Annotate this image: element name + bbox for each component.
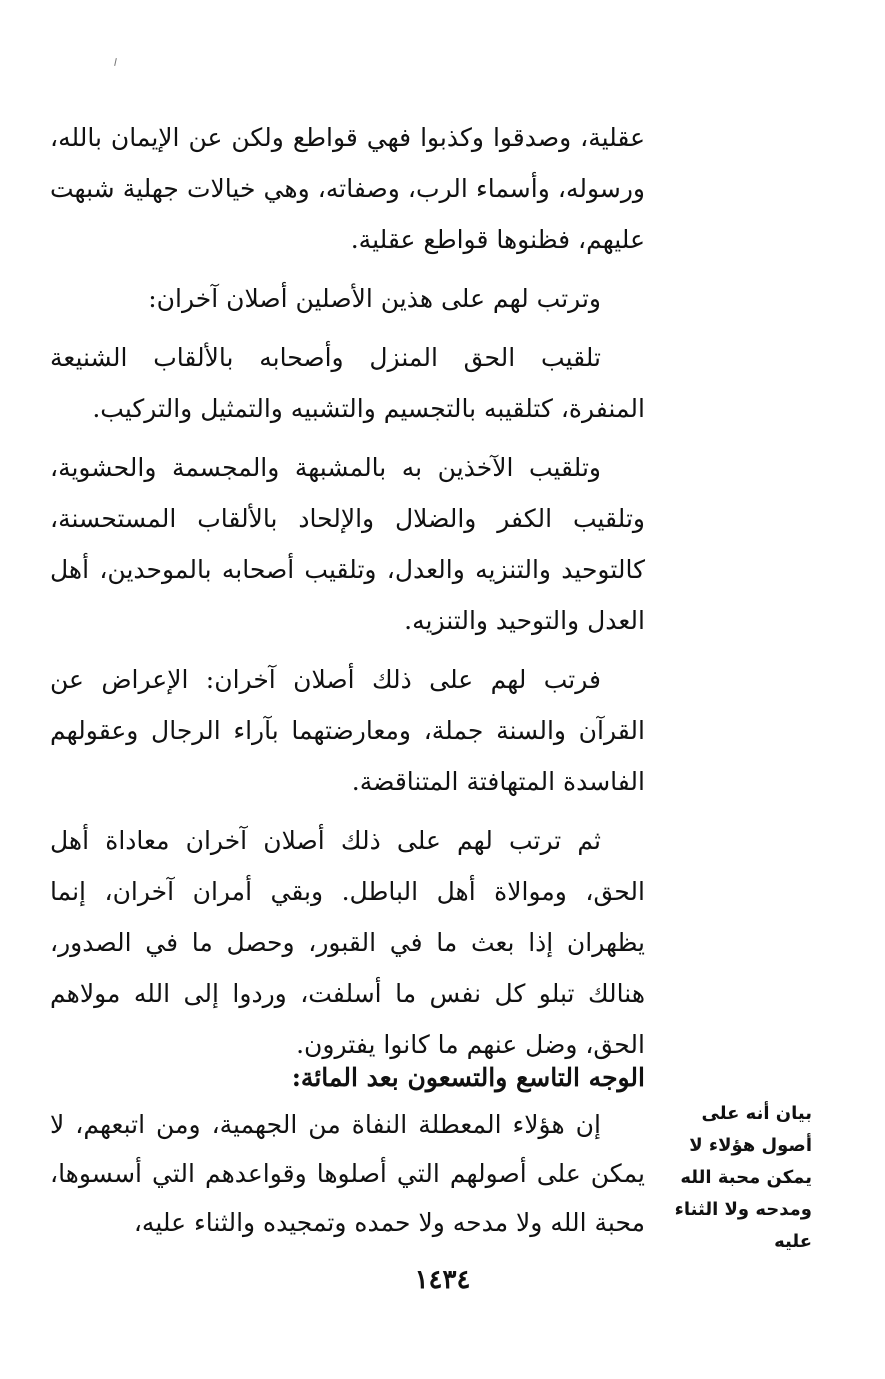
paragraph-5: فرتب لهم على ذلك أصلان آخران: الإعراض عن القرآن والسنة جملة، ومعارضتهما بآراء الرجال وعقولهم الفاسدة المتهافتة المتناقضة. (50, 665, 645, 796)
paragraph-6: ثم ترتب لهم على ذلك أصلان آخران معاداة أهل الحق، وموالاة أهل الباطل. وبقي أمران آخران، إنما يظهران إذا بعث ما في القبور، وحصل ما في الصدور، هنالك تبلو كل نفس ما أسلفت، وردوا إلى الله مولاهم الحق، وضل عنهم ما كانوا يفترون. (50, 826, 645, 1059)
page-number: ١٤٣٤ (414, 1265, 471, 1295)
section-heading: الوجه التاسع والتسعون بعد المائة: (291, 1063, 645, 1092)
main-text-block (50, 112, 645, 1078)
paragraph-1: عقلية، وصدقوا وكذبوا فهي قواطع ولكن عن الإيمان بالله، ورسوله، وأسماء الرب، وصفاته، وهي خيالات جهلية شبهت عليهم، فظنوها قواطع عقلية. (50, 123, 645, 254)
paragraph-2: وترتب لهم على هذين الأصلين أصلان آخران: (148, 284, 601, 313)
stray-mark (114, 58, 117, 66)
paragraph-3: تلقيب الحق المنزل وأصحابه بالألقاب الشنيعة المنفرة، كتلقيبه بالتجسيم والتشبيه والتمثيل والتركيب. (50, 343, 645, 423)
margin-note: بيان أنه على أصول هؤلاء لا يمكن محبة الله ومدحه ولا الثناء عليه (674, 1103, 812, 1252)
section-paragraph: إن هؤلاء المعطلة النفاة من الجهمية، ومن اتبعهم، لا يمكن على أصولهم التي أصلوها وقواعدهم التي أسسوها، محبة الله ولا مدحه ولا حمده وتمجيده والثناء عليه، (50, 1110, 645, 1237)
paragraph-4: وتلقيب الآخذين به بالمشبهة والمجسمة والحشوية، وتلقيب الكفر والضلال والإلحاد بالألقاب المستحسنة، كالتوحيد والتنزيه والعدل، وتلقيب أصحابه بالموحدين، أهل العدل والتوحيد والتنزيه. (50, 453, 645, 635)
